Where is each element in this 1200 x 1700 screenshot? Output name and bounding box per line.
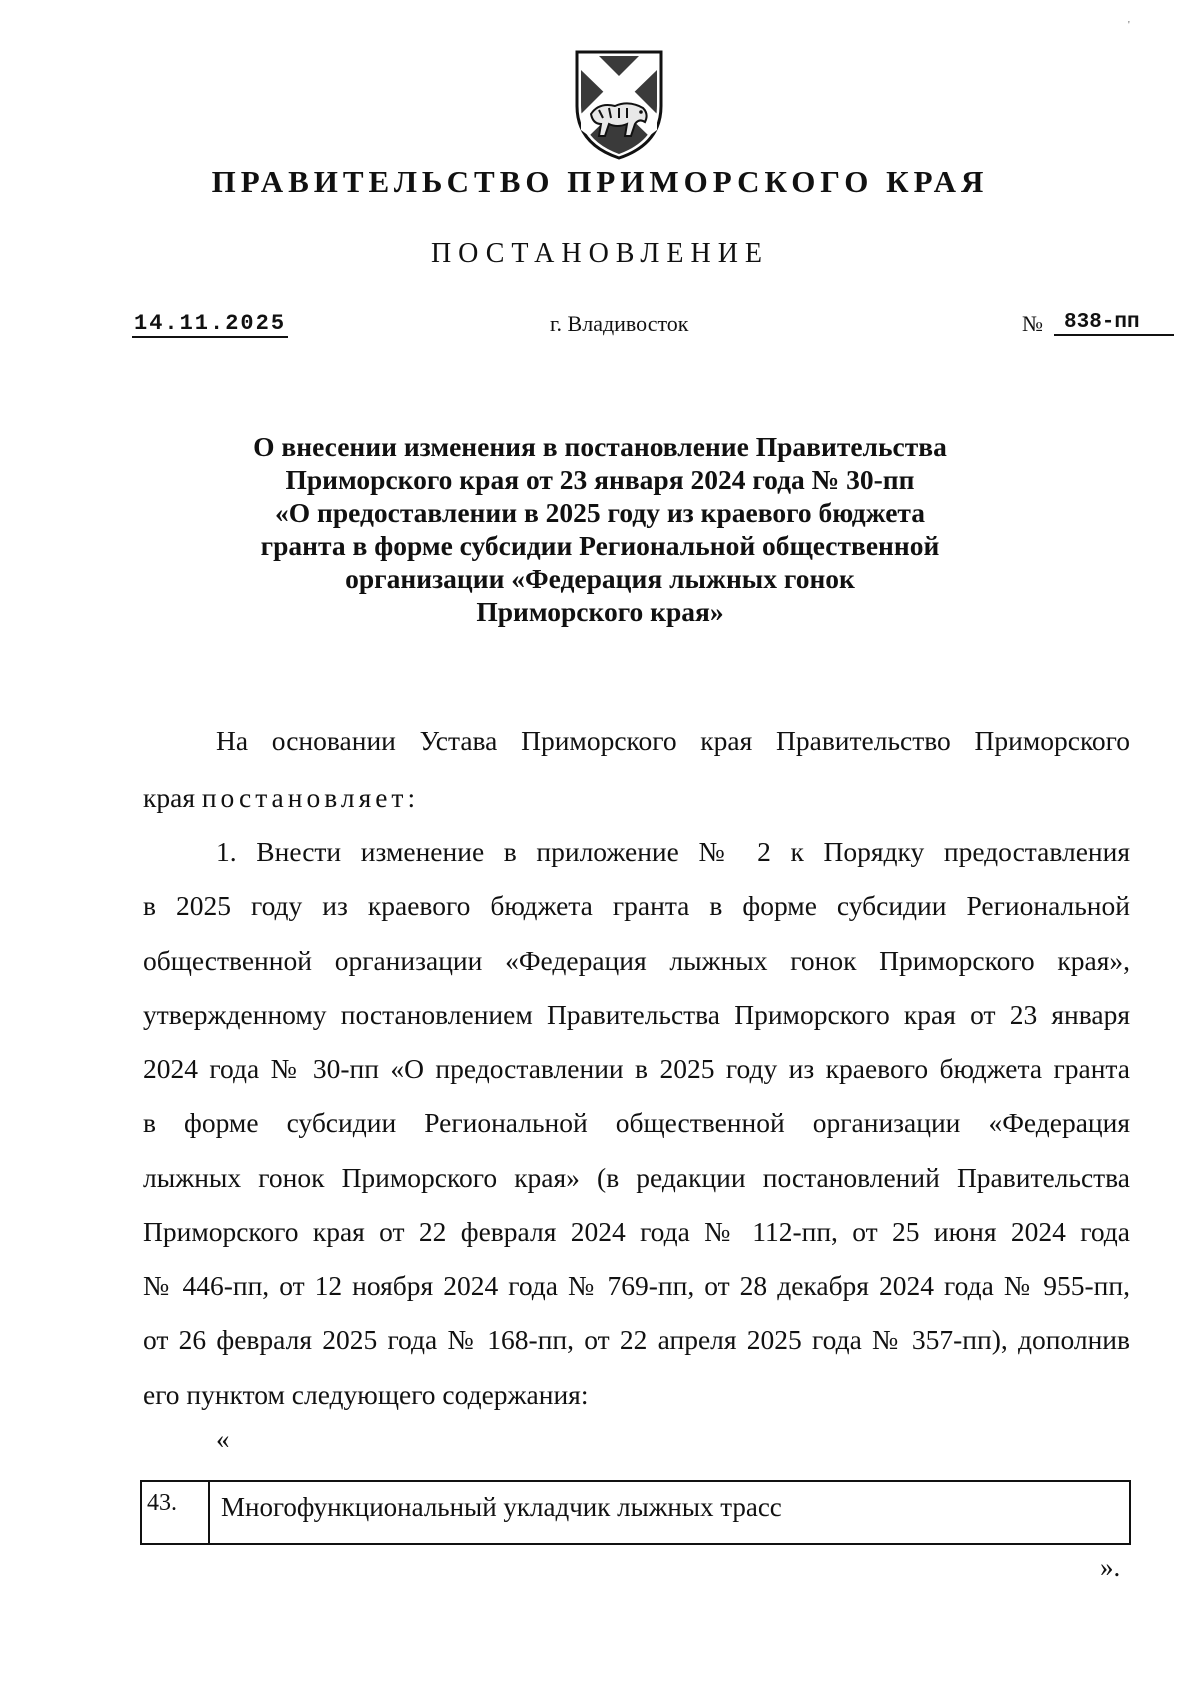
coat-of-arms-icon [569,44,669,164]
corner-mark: ' [1128,20,1130,31]
paragraph-line: в форме субсидии Региональной общественной организации «Федерация [143,1107,1130,1138]
preamble-line: На основании Устава Приморского края Правительство Приморского [216,725,1130,756]
paragraph-line: лыжных гонок Приморского края» (в редакции постановлений Правительства [143,1162,1130,1193]
number-label: № [1022,311,1043,336]
amendment-table [140,1480,1131,1545]
heading-line: организации «Федерация лыжных гонок [345,563,855,594]
paragraph-line: 1. Внести изменение в приложение № 2 к Порядку предоставления [216,836,1130,867]
paragraph-line: общественной организации «Федерация лыжных гонок Приморского края», [143,945,1130,976]
heading-line: «О предоставлении в 2025 году из краевого бюджета [274,497,926,528]
paragraph-line: его пунктом следующего содержания: [143,1379,589,1410]
table-cell-text: Многофункциональный укладчик лыжных трасс [221,1492,782,1522]
preamble-text: края [143,782,195,813]
heading-line: О внесении изменения в постановление Правительства [253,431,947,462]
heading-line: гранта в форме субсидии Региональной общественной [260,530,940,561]
quote-open: « [216,1424,230,1454]
document-heading [150,430,1050,628]
document-city: г. Владивосток [550,311,689,336]
document-number: 838-пп [1054,311,1174,336]
document-date: 14.11.2025 [134,311,287,336]
table-cell-number: 43. [142,1482,210,1543]
paragraph-line: 2024 года № 30-пп «О предоставлении в 2025 году из краевого бюджета гранта [143,1053,1130,1084]
paragraph-line: утвержденному постановлением Правительства Приморского края от 23 января [143,999,1130,1030]
paragraph-line: Приморского края от 22 февраля 2024 года № 112-пп, от 25 июня 2024 года [143,1216,1130,1247]
paragraph-line: от 26 февраля 2025 года № 168-пп, от 22 апреля 2025 года № 357-пп), дополнив [143,1324,1130,1355]
quote-close: ». [1100,1552,1121,1582]
document-type: ПОСТАНОВЛЕНИЕ [430,238,770,269]
heading-line: Приморского края от 23 января 2024 года № 30-пп [285,464,915,495]
paragraph-line: № 446-пп, от 12 ноября 2024 года № 769-пп, от 28 декабря 2024 года № 955-пп, [143,1270,1130,1301]
heading-line: Приморского края» [476,596,724,627]
resolves-word: постановляет: [201,782,420,813]
preamble-line [143,781,1130,815]
paragraph-line: в 2025 году из краевого бюджета гранта в форме субсидии Региональной [143,890,1130,921]
government-name: ПРАВИТЕЛЬСТВО ПРИМОРСКОГО КРАЯ [211,164,989,199]
